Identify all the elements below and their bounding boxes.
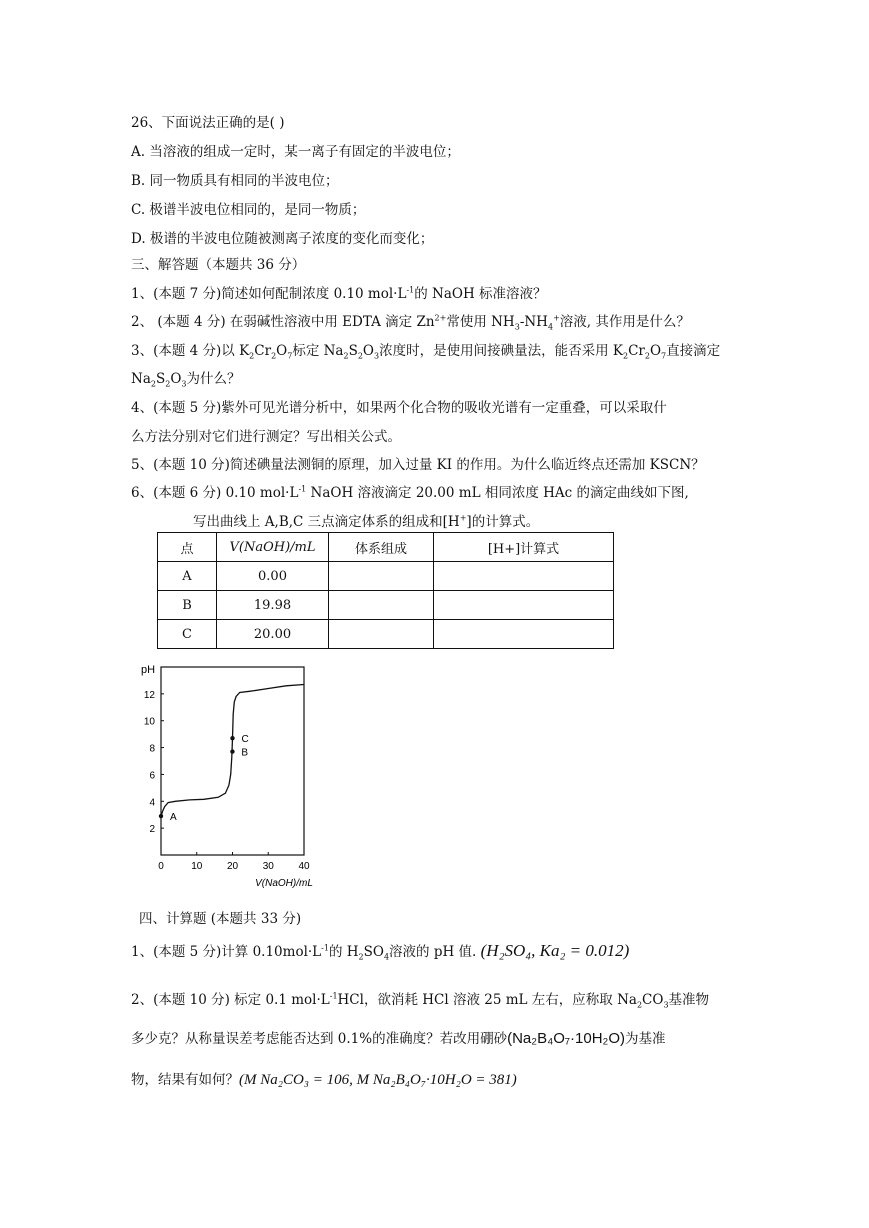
- table-cell: [329, 620, 434, 649]
- x-tick-label: 0: [158, 861, 164, 872]
- table-header-cell: [H+]计算式: [434, 533, 614, 562]
- point-label-a: A: [170, 812, 177, 824]
- y-tick-label: 6: [149, 770, 155, 782]
- table-cell: [329, 591, 434, 620]
- y-tick-label: 2: [149, 824, 155, 836]
- s3-q4-line1: 4、(本题 5 分)紫外可见光谱分析中，如果两个化合物的吸收光谱有一定重叠，可以采取什: [131, 400, 667, 416]
- table-header-row: [158, 533, 614, 562]
- s3-q1: 1、(本题 7 分)简述如何配制浓度 0.10 $mol\cdot L^{-1}$的 NaOH 标准溶液？: [131, 285, 547, 302]
- table-cell: [329, 562, 434, 591]
- s3-q6-line2: 写出曲线上 A,B,C 三点滴定体系的组成和[H+]的计算式。: [193, 513, 540, 530]
- s3-q2: 2、 (本题 4 分) 在弱碱性溶液中用 EDTA 滴定 $Zn^{2+}$常使用 $NH_3-NH_4^+$溶液, 其作用是什么？: [131, 313, 690, 332]
- table-header-cell: V(NaOH)/mL: [217, 533, 329, 562]
- table-cell: 19.98: [217, 591, 329, 620]
- section3-title: 三、解答题（本题共 36 分）: [131, 257, 306, 273]
- borax-formula: (Na₂B₄O₇·10H₂O): [507, 1030, 626, 1047]
- table-header-cell: 体系组成: [329, 533, 434, 562]
- x-tick-label: 20: [226, 861, 239, 872]
- table-cell: [434, 620, 614, 649]
- s3-q3-line2: $Na_2S_2O_3$为什么？: [131, 371, 241, 389]
- table-row: [158, 591, 614, 620]
- table-header-cell: 点: [158, 533, 217, 562]
- table-cell: A: [158, 562, 217, 591]
- table-row: [158, 620, 614, 649]
- x-tick-label: 30: [262, 861, 274, 872]
- section4-title: 四、计算题 (本题共 33 分): [139, 911, 302, 927]
- point-label-b: B: [241, 747, 249, 759]
- q26-option-a: A. 当溶液的组成一定时，某一离子有固定的半波电位；: [131, 144, 460, 160]
- point-marker-a: [159, 814, 163, 818]
- point-marker-b: [230, 749, 234, 753]
- point-label-c: C: [241, 734, 249, 746]
- titration-curve-chart: [135, 660, 320, 892]
- s4-q1-formula: (H₂SO₄, Ka₂ = 0.012): [480, 941, 630, 960]
- q26-option-d: D. 极谱的半波电位随被测离子浓度的变化而变化；: [131, 231, 434, 247]
- table-cell: 0.00: [217, 562, 329, 591]
- x-tick-label: 40: [298, 861, 310, 872]
- molar-mass-formula: (M Na₂CO₃ = 106, M Na₂B₄O₇·10H₂O = 381): [239, 1072, 517, 1088]
- y-axis-label: pH: [141, 664, 156, 676]
- point-marker-c: [230, 736, 234, 740]
- table-row: [158, 562, 614, 591]
- titration-table: [157, 532, 614, 649]
- table-cell: B: [158, 591, 217, 620]
- s3-q5: 5、(本题 10 分)简述碘量法测铜的原理，加入过量 KI 的作用。为什么临近终点还需加 KSCN？: [131, 457, 705, 473]
- s3-q6-line1: 6、(本题 6 分) 0.10 $mol\cdot L^{-1}$ NaOH 溶液滴定 20.00 mL 相同浓度 HAc 的滴定曲线如下图,: [131, 484, 689, 501]
- q26-option-c: C. 极谱半波电位相同的，是同一物质；: [131, 202, 366, 218]
- q26-option-b: B. 同一物质具有相同的半波电位；: [131, 173, 339, 189]
- y-tick-label: 8: [149, 743, 155, 755]
- table-cell: 20.00: [217, 620, 329, 649]
- s4-q2-line2: 多少克？从称量误差考虑能否达到 0.1%的准确度？若改用硼砂(Na₂B₄O₇·10H₂O)为基准: [131, 1030, 666, 1047]
- s3-q4-line2: 么方法分别对它们进行测定？写出相关公式。: [131, 429, 401, 445]
- y-tick-label: 12: [143, 689, 155, 701]
- table-cell: C: [158, 620, 217, 649]
- y-tick-label: 4: [149, 797, 155, 809]
- x-tick-label: 10: [191, 861, 203, 872]
- q26-stem: 26、下面说法正确的是( ): [131, 115, 285, 131]
- s4-q1: 1、(本题 5 分)计算 $0.10mol\cdot L^{-1}$的 $H_2SO_4$溶液的 pH 值. (H₂SO₄, Ka₂ = 0.012): [131, 941, 630, 962]
- table-cell: [434, 562, 614, 591]
- s3-q3-line1: 3、(本题 4 分)以 $K_2Cr_2O_7$标定 $Na_2S_2O_3$浓度时，是使用间接碘量法，能否采用 $K_2Cr_2O_7$直接滴定: [131, 343, 721, 361]
- plot-frame: [161, 667, 304, 855]
- y-tick-label: 10: [143, 716, 155, 728]
- table-cell: [434, 591, 614, 620]
- x-axis-label: V(NaOH)/mL: [255, 878, 313, 889]
- s4-q2-line1: 2、(本题 10 分) 标定 0.1 $mol\cdot L^{-1}HCl$，欲消耗 HCl 溶液 25 mL 左右，应称取 $Na_2CO_3$基准物: [131, 991, 710, 1010]
- s4-q2-line3: 物，结果有如何？(M Na₂CO₃ = 106, M Na₂B₄O₇·10H₂O = 381): [131, 1072, 517, 1088]
